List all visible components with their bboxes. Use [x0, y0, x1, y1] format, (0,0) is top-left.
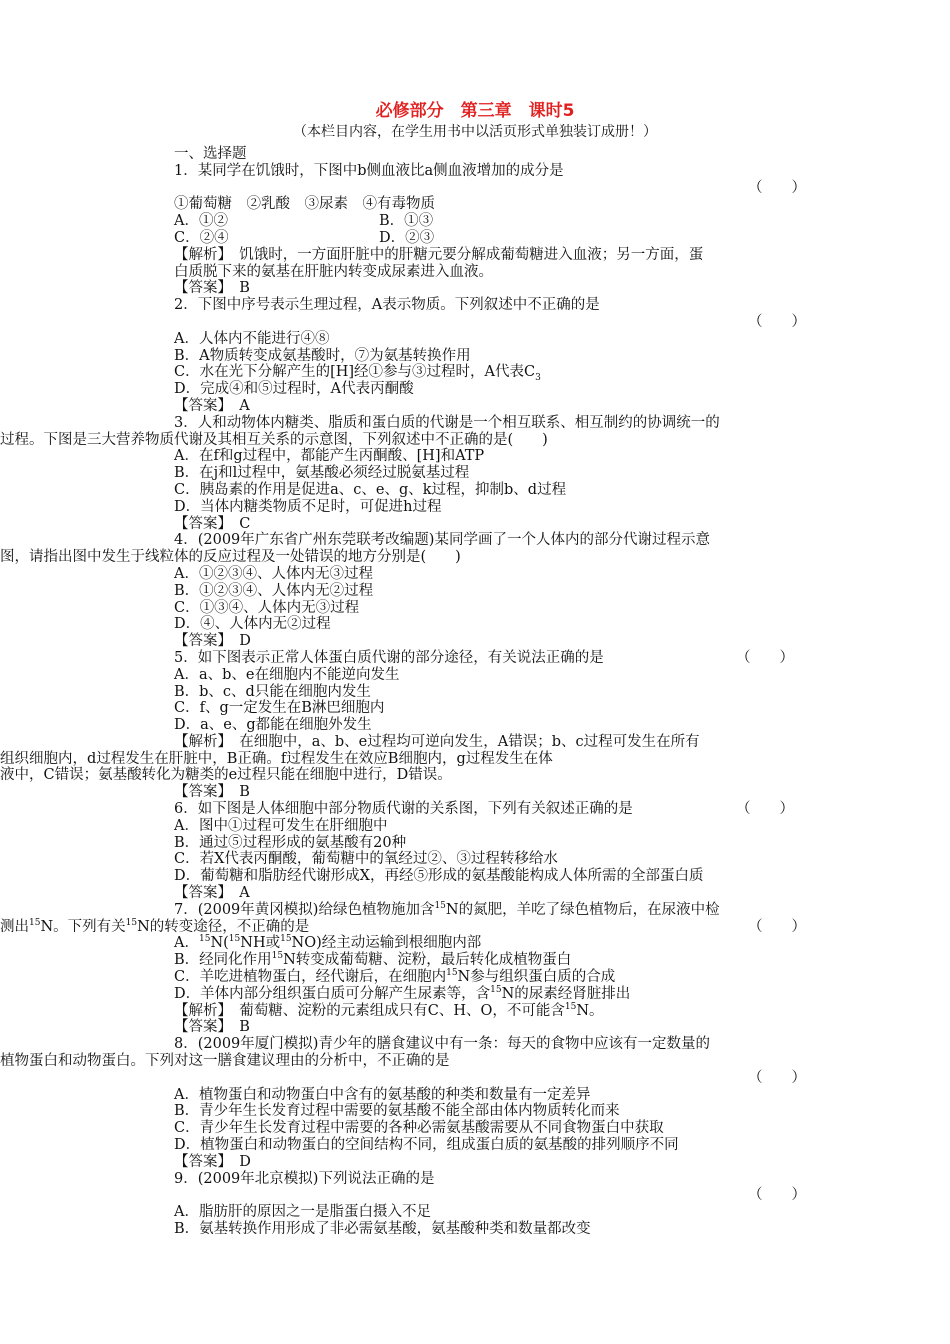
question-8-stem: 8．(2009年厦门模拟)青少年的膳食建议中有一条：每天的食物中应该有一定数量的: [174, 1036, 710, 1053]
section-heading: 一、选择题: [174, 146, 247, 162]
question-4-option-c: C．①③④、人体内无③过程: [174, 599, 360, 616]
question-5-option-c: C．f、g一定发生在B淋巴细胞内: [174, 700, 385, 717]
question-list: [0, 146, 806, 1238]
question-7-option-b: B．经同化作用$^{15}$N转变成葡萄糖、淀粉，最后转化成植物蛋白: [174, 951, 572, 969]
question-4-option-a: A．①②③④、人体内无③过程: [174, 565, 373, 582]
question-6-option-b: B．通过⑤过程形成的氨基酸有20种: [174, 834, 407, 851]
question-7-stem: 7．(2009年黄冈模拟)给绿色植物施加含$^{15}$N的氮肥，羊吃了绿色植物后，在尿液中检: [174, 901, 720, 918]
answer-bracket: （ ）: [748, 179, 806, 196]
option-a: A．①②: [174, 213, 228, 230]
question-7-option-c: C．羊吃进植物蛋白，经代谢后，在细胞内$^{15}$N参与组织蛋白质的合成: [174, 968, 616, 986]
answer-bracket: （ ）: [736, 801, 794, 818]
question-8-option-a: A．植物蛋白和动物蛋白中含有的氨基酸的种类和数量有一定差异: [174, 1086, 591, 1103]
answer-bracket: （ ）: [748, 1187, 806, 1204]
question-8-option-d: D．植物蛋白和动物蛋白的空间结构不同，组成蛋白质的氨基酸的排列顺序不同: [174, 1137, 679, 1154]
option-d: D．②③: [379, 229, 435, 246]
option-c: C．②④: [174, 229, 229, 246]
question-3-option-c: C．胰岛素的作用是促进a、c、e、g、k过程，抑制b、d过程: [174, 481, 567, 498]
question-7-analysis: 【解析】 葡萄糖、淀粉的元素组成只有C、H、O，不可能含$^{15}$N。: [174, 1001, 604, 1019]
question-1-items: ①葡萄糖 ②乳酸 ③尿素 ④有毒物质: [174, 196, 435, 213]
question-5-analysis-cont: 组织细胞内，d过程发生在肝脏中，B正确。f过程发生在效应B细胞内，g过程发生在体: [0, 750, 553, 767]
question-9-stem: 9．(2009年北京模拟)下列说法正确的是: [174, 1170, 435, 1187]
question-6-stem: 6．如下图是人体细胞中部分物质代谢的关系图，下列有关叙述正确的是 （ ）: [174, 801, 794, 818]
question-6-answer: 【答案】 A: [174, 885, 250, 902]
question-8-stem-cont: 植物蛋白和动物蛋白。下列对这一膳食建议理由的分析中，不正确的是: [0, 1053, 450, 1070]
question-3-answer: 【答案】 C: [174, 515, 251, 532]
question-8-option-b: B．青少年生长发育过程中需要的氨基酸不能全部由体内物质转化而来: [174, 1103, 620, 1120]
question-7-stem-cont: 测出$^{15}$N。下列有关$^{15}$N的转变途径，不正确的是 （ ）: [0, 917, 806, 935]
question-5-option-b: B．b、c、d只能在细胞内发生: [174, 683, 371, 700]
question-5-option-a: A．a、b、e在细胞内不能逆向发生: [174, 666, 400, 683]
question-1-options-cd: [174, 230, 806, 247]
question-2-stem: 2．下图中序号表示生理过程，A表示物质。下列叙述中不正确的是: [174, 297, 600, 314]
question-1-bracket-line: [174, 180, 806, 197]
question-3-stem: 3．人和动物体内糖类、脂质和蛋白质的代谢是一个相互联系、相互制约的协调统一的: [174, 414, 720, 431]
question-4-option-d: D．④、人体内无②过程: [174, 616, 331, 633]
question-2-option-b: B．A物质转变成氨基酸时，⑦为氨基转换作用: [174, 347, 471, 364]
question-1-analysis-cont: 白质脱下来的氨基在肝脏内转变成尿素进入血液。: [174, 263, 493, 280]
question-9-option-b: B．氨基转换作用形成了非必需氨基酸，氨基酸种类和数量都改变: [174, 1221, 591, 1237]
option-b: B．①③: [379, 213, 434, 230]
question-2-option-c: C．水在光下分解产生的[H]经①参与③过程时，A代表$C_3$: [174, 364, 541, 384]
answer-bracket: （ ）: [748, 313, 806, 330]
question-1-answer: 【答案】 B: [174, 280, 250, 297]
question-3-option-d: D．当体内糖类物质不足时，可促进h过程: [174, 498, 442, 515]
question-8-option-c: C．青少年生长发育过程中需要的各种必需氨基酸需要从不同食物蛋白中获取: [174, 1120, 664, 1137]
question-7-answer: 【答案】 B: [174, 1019, 250, 1036]
question-3-option-b: B．在j和l过程中，氨基酸必须经过脱氨基过程: [174, 465, 470, 482]
question-4-option-b: B．①②③④、人体内无②过程: [174, 582, 374, 599]
question-5-analysis-cont2: 液中，C错误；氨基酸转化为糖类的e过程只能在细胞中进行，D错误。: [0, 767, 452, 784]
page-title: 必修部分 第三章 课时5: [375, 101, 575, 121]
question-5-option-d: D．a、e、g都能在细胞外发生: [174, 717, 372, 734]
question-5-stem: 5．如下图表示正常人体蛋白质代谢的部分途径，有关说法正确的是 （ ）: [174, 649, 794, 666]
question-1-analysis: 【解析】 饥饿时，一方面肝脏中的肝糖元要分解成葡萄糖进入血液；另一方面，蛋: [174, 246, 704, 263]
question-5-analysis: 【解析】 在细胞中，a、b、e过程均可逆向发生，A错误；b、c过程可发生在所有: [174, 733, 700, 750]
question-5-answer: 【答案】 B: [174, 784, 250, 801]
question-3-option-a: A．在f和g过程中，都能产生丙酮酸、[H]和ATP: [174, 448, 485, 465]
question-1-options-ab: [174, 213, 806, 230]
question-8-answer: 【答案】 D: [174, 1153, 251, 1170]
question-1-stem: 1．某同学在饥饿时，下图中b侧血液比a侧血液增加的成分是: [174, 162, 564, 179]
question-9-option-a: A．脂肪肝的原因之一是脂蛋白摄入不足: [174, 1204, 431, 1221]
question-4-stem: 4．(2009年广东省广州东莞联考改编题)某同学画了一个人体内的部分代谢过程示意: [174, 532, 710, 549]
question-9-bracket-line: [174, 1187, 806, 1204]
answer-bracket: （ ）: [736, 649, 794, 666]
question-2-option-d: D．完成④和⑤过程时，A代表丙酮酸: [174, 381, 414, 398]
question-2-option-a: A．人体内不能进行④⑧: [174, 330, 330, 347]
question-6-option-a: A．图中①过程可发生在肝细胞中: [174, 817, 388, 834]
question-8-bracket-line: [174, 1070, 806, 1087]
answer-bracket: （ ）: [748, 1069, 806, 1086]
page-subtitle: （本栏目内容，在学生用书中以活页形式单独装订成册！）: [293, 124, 657, 140]
question-7-option-a: A．$^{15}$N($^{15}$NH或$^{15}$NO)经主动运输到根细胞内部: [174, 934, 482, 952]
question-7-option-d: D．羊体内部分组织蛋白质可分解产生尿素等，含$^{15}$N的尿素经肾脏排出: [174, 985, 631, 1002]
answer-bracket: （ ）: [748, 918, 806, 935]
question-2-bracket-line: [174, 314, 806, 331]
question-4-answer: 【答案】 D: [174, 633, 251, 650]
question-2-answer: 【答案】 A: [174, 397, 250, 414]
question-6-option-d: D．葡萄糖和脂肪经代谢形成X，再经⑤形成的氨基酸能构成人体所需的全部蛋白质: [174, 868, 704, 885]
question-3-stem-cont: 过程。下图是三大营养物质代谢及其相互关系的示意图，下列叙述中不正确的是( ): [0, 431, 548, 448]
question-4-stem-cont: 图，请指出图中发生于线粒体的反应过程及一处错误的地方分别是( ): [0, 549, 461, 566]
question-6-option-c: C．若X代表丙酮酸，葡萄糖中的氧经过②、③过程转移给水: [174, 851, 558, 868]
